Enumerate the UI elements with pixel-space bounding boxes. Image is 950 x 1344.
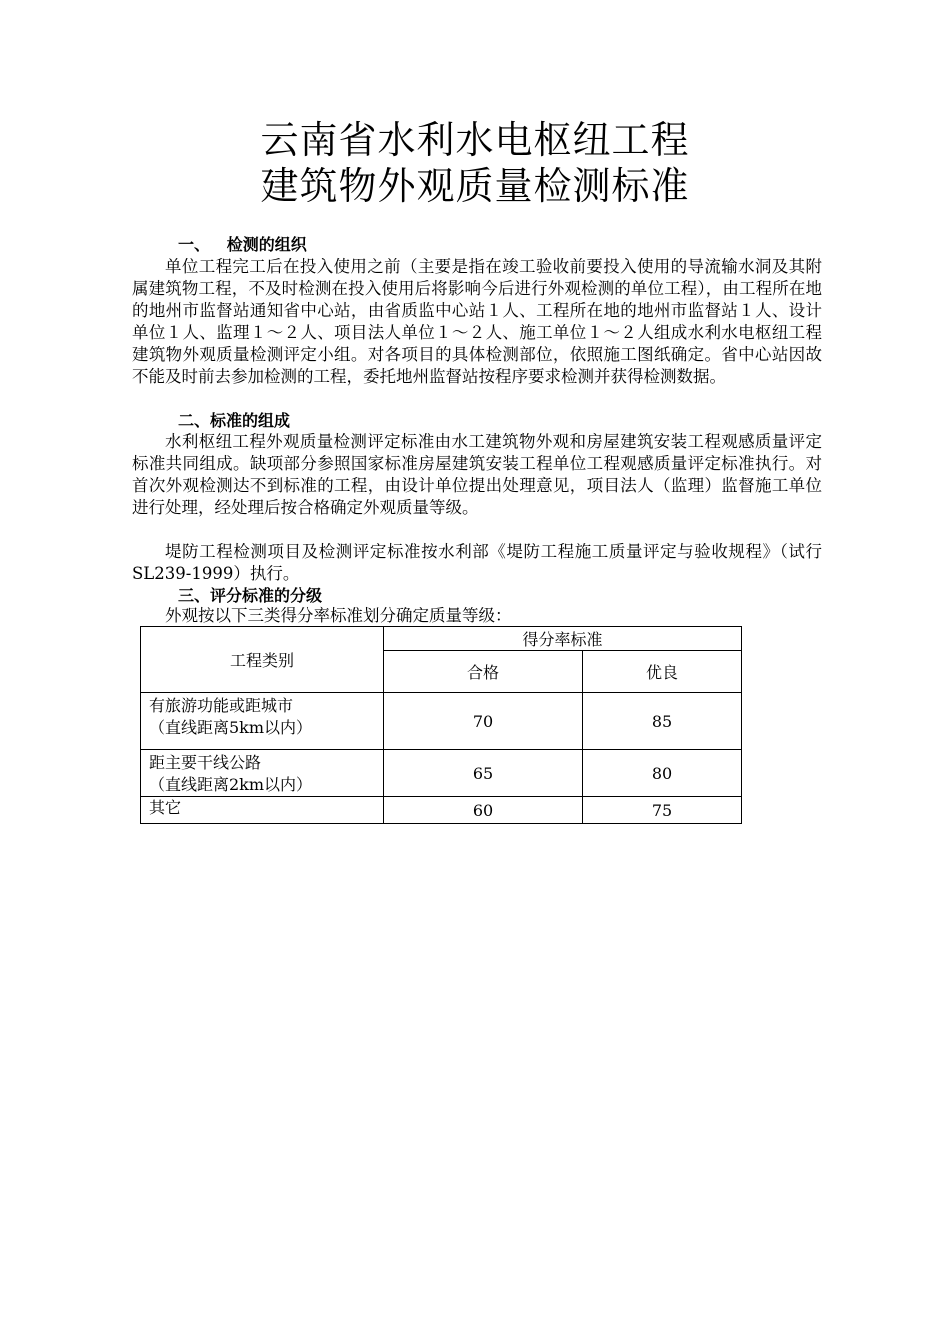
section2-heading: 二、标准的组成 (178, 411, 291, 430)
section3-heading: 三、评分标准的分级 (178, 586, 323, 605)
row-category-line1: 其它 (149, 798, 182, 817)
row-category (141, 693, 384, 750)
row-pass-value: 70 (384, 693, 583, 750)
section1-paragraph: 单位工程完工后在投入使用之前（主要是指在竣工验收前要投入使用的导流输水洞及其附属建筑物工程，不及时检测在投入使用后将影响今后进行外观检测的单位工程），由工程所在地的地州市监督站通知省中心站，由省质监中心站１人、工程所在地的地州市监督站１人、设计单位１人、监理１～２人、项目法人单位１～２人、施工单位１～２人组成水利水电枢纽工程建筑物外观质量检测评定小组。对各项目的具体检测部位，依照施工图纸确定。省中心站因故不能及时前去参加检测的工程，委托地州监督站按程序要求检测并获得检测数据。 (132, 257, 822, 386)
header-pass: 合格 (384, 651, 583, 693)
section2-paragraph2: 堤防工程检测项目及检测评定标准按水利部《堤防工程施工质量评定与验收规程》（试行SL239-1999）执行。 (132, 542, 822, 583)
row-category-line2: （直线距离5km以内） (149, 718, 313, 737)
row-category (141, 750, 384, 797)
row-good-value: 75 (583, 797, 742, 824)
table-row (141, 693, 742, 750)
table-row (141, 797, 742, 824)
row-pass-value: 60 (384, 797, 583, 824)
table-row (141, 750, 742, 797)
section1-heading: 一、 检测的组织 (178, 235, 307, 254)
row-category (141, 797, 384, 824)
row-category-line1: 有旅游功能或距城市 (149, 696, 294, 715)
row-category-line1: 距主要干线公路 (149, 753, 262, 772)
document-title-line2: 建筑物外观质量检测标准 (260, 164, 690, 208)
header-rate: 得分率标准 (384, 627, 742, 651)
row-good-value: 80 (583, 750, 742, 797)
row-good-value: 85 (583, 693, 742, 750)
row-category-line2: （直线距离2km以内） (149, 775, 313, 794)
section3-intro: 外观按以下三类得分率标准划分确定质量等级： (165, 606, 512, 625)
grade-table (140, 626, 742, 824)
header-category: 工程类别 (141, 627, 384, 693)
row-pass-value: 65 (384, 750, 583, 797)
document-title-line1: 云南省水利水电枢纽工程 (260, 118, 690, 162)
section2-paragraph1: 水利枢纽工程外观质量检测评定标准由水工建筑物外观和房屋建筑安装工程观感质量评定标准共同组成。缺项部分参照国家标准房屋建筑安装工程单位工程观感质量评定标准执行。对首次外观检测达不到标准的工程，由设计单位提出处理意见，项目法人（监理）监督施工单位进行处理，经处理后按合格确定外观质量等级。 (132, 432, 822, 517)
header-good: 优良 (583, 651, 742, 693)
